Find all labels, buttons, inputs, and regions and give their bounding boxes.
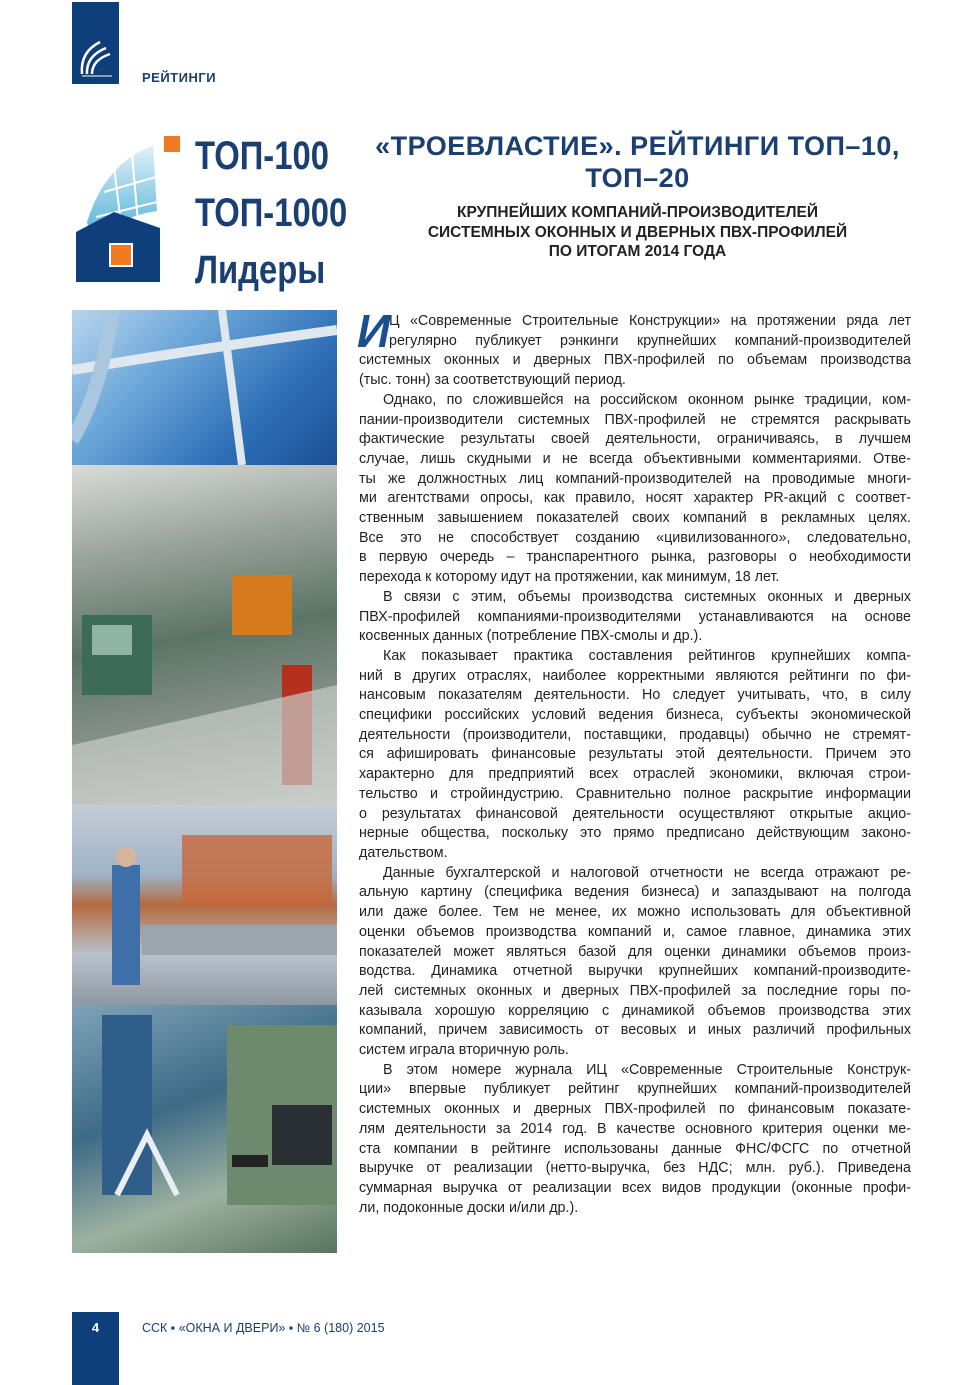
article-body <box>357 305 911 1218</box>
body-text-line: ственным завышением показателей своих компаний в рекламных целях. <box>359 510 911 527</box>
body-text-line: оценки объемов производства компаний и, самое главное, динамика этих <box>359 923 911 940</box>
body-text-line: водства. Динамика отчетной выручки крупнейших компаний-производите- <box>359 963 911 980</box>
body-text-line: ли, подоконные доски и/или др.). <box>359 1199 579 1216</box>
body-text-line: системных оконных и дверных ПВХ-профилей по финансовым показате- <box>359 1101 911 1118</box>
body-text-line: ции» впервые публикует рейтинг крупнейших компаний-производителей <box>359 1081 911 1098</box>
body-text-line: специфики российских условий ведения бизнеса, субъекты экономической <box>359 707 911 724</box>
body-text-line: дательством. <box>359 844 448 861</box>
body-text-line: характерно для предприятий всех отраслей экономики, включая строи- <box>359 766 911 783</box>
body-text-line: лей системных оконных и дверных ПВХ-профилей за последние горы по- <box>359 982 911 999</box>
body-text-line: ся афишировать финансовые результаты этой деятельности. Причем это <box>359 746 911 763</box>
body-text-line: деятельности (производители, поставщики, продавцы) обычно не стремят- <box>359 726 911 743</box>
title-line: ТОП–20 <box>585 163 690 193</box>
logo-word: ТОП-1000 <box>195 191 348 235</box>
subtitle-line: ПО ИТОГАМ 2014 ГОДА <box>548 243 727 260</box>
body-text-line: ПВХ-профилей компаниями-производителями устанавливаются на основе <box>359 608 911 625</box>
article-title <box>355 130 920 194</box>
body-text-line: ми агентствами опросы, как правило, носят характер PR-акций с соответ- <box>359 490 911 507</box>
body-text-line: косвенных данных (потребление ПВХ-смолы и др.). <box>359 628 703 645</box>
body-text-line: Ц «Современные Строительные Конструкции» на протяжении ряда лет <box>389 313 911 329</box>
photo-extrusion-line <box>72 465 337 805</box>
body-text-line: Все это не способствует созданию «цивилизованного», следовательно, <box>359 529 911 546</box>
body-text-line: нерные общества, поскольку это прямо предписано действующим законо- <box>359 825 911 842</box>
body-text-line: пании-производители системных ПВХ-профилей не стремятся раскрывать <box>359 411 911 428</box>
page-number: 4 <box>91 1320 100 1335</box>
house-windows-emblem-icon <box>74 132 184 284</box>
body-text-line: В связи с этим, объемы производства системных оконных и дверных <box>383 588 911 605</box>
subtitle-line: СИСТЕМНЫХ ОКОННЫХ И ДВЕРНЫХ ПВХ-ПРОФИЛЕЙ <box>427 223 848 241</box>
body-text-line: казывала хорошую корреляцию с динамикой объемов производства этих <box>359 1002 911 1019</box>
body-text-line: ста компании в рейтинге использованы данные ФНС/ФСГС по отчетной <box>359 1140 911 1157</box>
body-text-line: перехода к которому идут на протяжении, как минимум, 18 лет. <box>359 569 780 586</box>
body-text-line: (тыс. тонн) за соответствующий период. <box>359 372 626 389</box>
logo-word: Лидеры <box>195 248 326 292</box>
body-text-line: показателей может являться базой для оценки динамики объемов произ- <box>359 943 911 960</box>
body-text-line: ты же должностных лиц компаний-производителей на проводимые многи- <box>359 470 911 487</box>
photo-production-hall <box>72 805 337 1005</box>
body-text-line: системных оконных и дверных ПВХ-профилей по объемам производства <box>359 352 911 369</box>
body-text-line: Данные бухгалтерской и налоговой отчетности не всегда отражают ре- <box>383 864 911 881</box>
body-text-line: выручке от реализации (нетто-выручка, без НДС; млн. руб.). Приведена <box>359 1160 911 1177</box>
swoosh-logo-icon <box>72 2 119 84</box>
photo-column <box>72 310 337 1253</box>
body-text-line: суммарная выручка от реализации всех видов продукции (оконные профи- <box>359 1179 911 1196</box>
body-text-line: компаний, причем зависимость от весовых и иных различий профильных <box>359 1022 911 1039</box>
body-text-line: Однако, по сложившейся на российском оконном рынке традиции, ком- <box>383 391 911 408</box>
body-text-line: тельство и стройиндустрию. Сравнительно полное раскрытие информации <box>359 785 911 802</box>
body-text-line: В этом номере журнала ИЦ «Современные Строительные Конструк- <box>383 1061 911 1078</box>
body-text-line: систем играла вторичную роль. <box>359 1042 569 1059</box>
subtitle-line: КРУПНЕЙШИХ КОМПАНИЙ-ПРОИЗВОДИТЕЛЕЙ <box>457 204 818 221</box>
body-text-line: регулярно публикует рэнкинги крупнейших компаний-производителей <box>389 332 911 349</box>
body-text-line: ний в других отраслях, наиболее корректными являются рейтинги по фи- <box>359 667 911 684</box>
title-line: «ТРОЕВЛАСТИЕ». РЕЙТИНГИ ТОП–10, <box>375 131 900 161</box>
magazine-logo <box>72 2 119 84</box>
photo-window-frame <box>72 310 337 465</box>
body-text-line: случае, лишь скудными и не всегда объективными комментариями. Отве- <box>359 450 911 467</box>
body-text-line: альную картину (специфика ведения бизнеса) и запаздывают на полгода <box>359 884 911 901</box>
body-text-line: или даже более. Тем не менее, их можно использовать для объективной <box>359 904 911 921</box>
ratings-logo-text <box>195 128 347 299</box>
photo-testing-equipment <box>72 1005 337 1253</box>
body-text-line: фактические результаты своей деятельности, ограничиваясь, в лучшем <box>359 431 911 448</box>
logo-word: ТОП-100 <box>195 134 329 178</box>
drop-cap: И <box>357 305 391 357</box>
article-subtitle <box>355 203 920 262</box>
body-text-line: Как показывает практика составления рейтингов крупнейших компа- <box>383 647 911 664</box>
body-text-line: о результатах финансовой деятельности осуществляют открытые акцио- <box>359 805 911 822</box>
body-text-line: в первую очередь – транспарентного рынка, разговоры о необходимости <box>359 549 911 566</box>
body-text-line: нансовым показателям деятельности. Но следует учитывать, что, в силу <box>359 687 911 704</box>
footer-publication: ССК ▪ «ОКНА И ДВЕРИ» ▪ № 6 (180) 2015 <box>142 1321 385 1335</box>
body-text-line: лям деятельности за 2014 год. В качестве основного критерия оценки ме- <box>359 1120 911 1137</box>
section-label: РЕЙТИНГИ <box>142 70 217 85</box>
